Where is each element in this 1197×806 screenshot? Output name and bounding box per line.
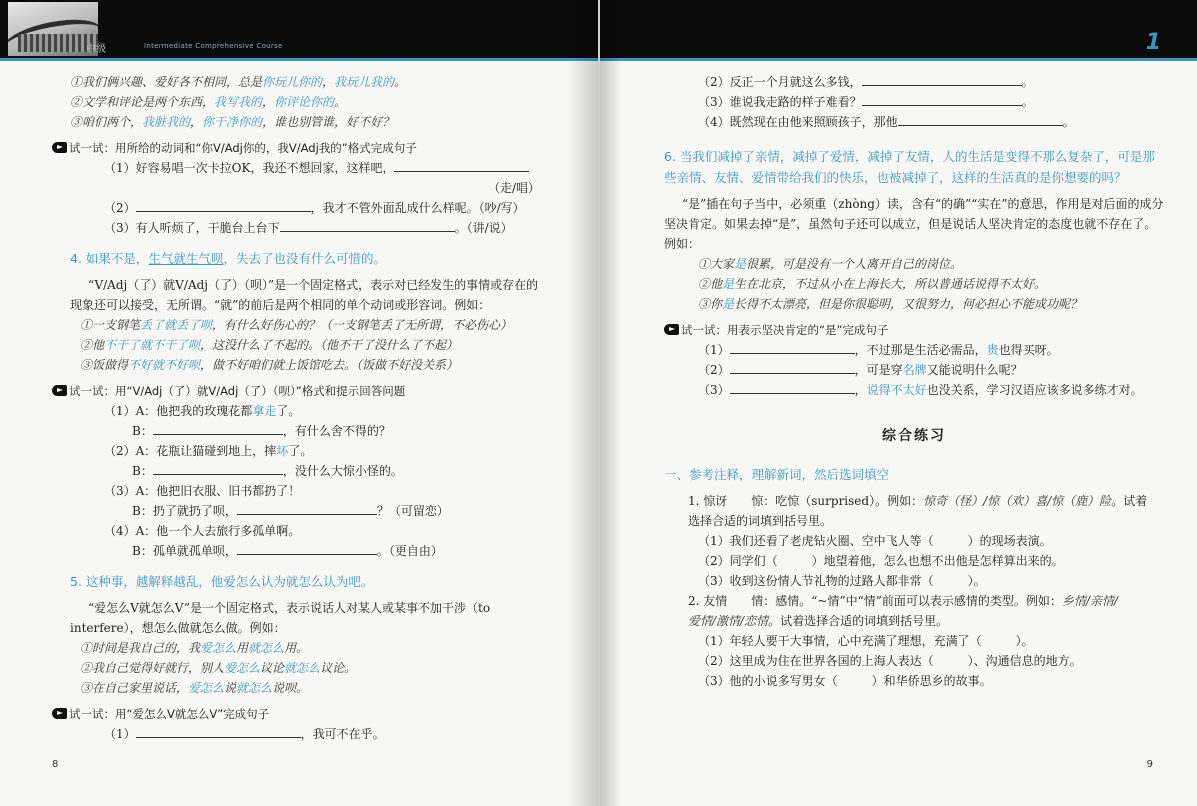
part1-title: 一、参考注释，理解新词，然后选词填空 — [664, 467, 890, 482]
answer-blank[interactable] — [153, 462, 283, 475]
exercise-item: （1）好容易唱一次卡拉OK，我还不想回家，这样吧， — [70, 158, 550, 178]
right-page — [600, 0, 1197, 806]
vocab-entry-cont: 爱情/激情/恋情。试着选择合适的词填到括号里。 — [688, 614, 949, 628]
example-line: ①一支钢笔丢了就丢了呗，有什么好伤心的？（一支钢笔丢了无所谓，不必伤心） — [80, 318, 513, 332]
dialogue-b: B：扔了就扔了呗， ？（可留恋） — [132, 504, 449, 518]
answer-blank[interactable] — [136, 725, 301, 738]
example-line: ③咱们两个，我脏我的，你干净你的，谁也别管谁，好不好？ — [70, 115, 395, 129]
vocab-entry: 2. 友情 情：感情。“~情”中“情”前面可以表示感情的类型。例如：乡情/亲情/ — [688, 594, 1118, 608]
example-line: ③饭做得不好就不好呗，做不好咱们就上饭馆吃去。（饭做不好没关系） — [80, 358, 459, 372]
try-arrow-icon — [52, 142, 67, 153]
fill-item: （1）年轻人要干大事情，心中充满了理想，充满了（ ）。 — [698, 634, 1034, 648]
dialogue-b: B： ，有什么舍不得的？ — [132, 424, 391, 438]
page-number: 8 — [52, 759, 59, 770]
exercise-item: （4）既然现在由他来照顾孩子，那他 。 — [698, 115, 1075, 129]
try-arrow-icon — [664, 324, 679, 335]
answer-blank[interactable] — [153, 422, 283, 435]
fill-item: （2）同学们（ ）地望着他，怎么也想不出他是怎样算出来的。 — [698, 554, 1064, 568]
fill-item: （2）这里成为住在世界各国的上海人表达（ ）、沟通信息的地方。 — [698, 654, 1082, 668]
answer-blank[interactable] — [898, 113, 1063, 126]
answer-blank[interactable] — [394, 159, 529, 172]
vocab-entry: 1. 惊讶 惊：吃惊（surprised）。例如：惊奇（怪）/惊（欢）喜/惊（鹿）险。试着 — [688, 494, 1148, 508]
exercise-item: （3）有人听烦了，干脆台上台下 。（讲/说） — [104, 221, 513, 235]
dialogue-a: （2）A：花瓶让猫碰到地上，摔坏了。 — [104, 444, 313, 458]
example-line: ②他不干了就不干了呗，这没什么了不起的。（他不干了没什么了不起） — [80, 338, 459, 352]
dialogue-a: （3）A：他把旧衣服、旧书都扔了！ — [104, 484, 301, 498]
try-arrow-icon — [52, 385, 67, 396]
try-prompt: 试一试：用所给的动词和“你V/Adj你的，我V/Adj我的”格式完成句子 — [52, 138, 550, 158]
section-title-5: 5. 这种事，越解释越乱，他爱怎么认为就怎么认为吧。 — [70, 574, 374, 589]
try-arrow-icon — [52, 708, 67, 719]
spine-shadow — [568, 0, 598, 806]
example-line: ③你是长得不太漂亮，但是你很聪明，又很努力，何必担心不能成功呢？ — [698, 297, 1083, 311]
example-line: ①我们俩兴趣、爱好各不相同，总是你玩儿你的，我玩儿我的。 — [70, 75, 407, 89]
exercise-hint: （走/唱） — [487, 181, 540, 195]
example-line: ②他是生在北京，不过从小在上海长大，所以普通话说得不太好。 — [698, 277, 1047, 291]
answer-blank[interactable] — [136, 199, 311, 212]
exercise-item: （2） ，我才不管外面乱成什么样呢。（吵/写） — [104, 201, 525, 215]
left-page — [0, 0, 598, 806]
explanation-paragraph: “是”插在句子当中，必须重（zhòng）读，含有“的确”“实在”的意思，作用是对后面的成分坚决肯定。如果去掉“是”，虽然句子还可以成立，但是说话人坚决肯定的态度也就不存在了。例如： — [664, 197, 1164, 251]
example-line: ①时间是我自己的，我爱怎么用就怎么用。 — [80, 641, 309, 655]
vocab-entry-cont: 选择合适的词填到括号里。 — [688, 514, 833, 528]
exercise-item: （3）谁说我走路的样子难看？ 。 — [698, 95, 1034, 109]
example-line: ③在自己家里说话，爱怎么说就怎么说呗。 — [80, 681, 309, 695]
dialogue-b: B： ，没什么大惊小怪的。 — [132, 464, 403, 478]
dialogue-b: B：孤单就孤单呗， 。（更自由） — [132, 544, 443, 558]
section-title-6: 6. 当我们减掉了亲情，减掉了爱情，减掉了友情，人的生活是变得不那么复杂了，可是那些亲情、友情、爱情带给我们的快乐，也被减掉了，这样的生活真的是你想要的吗？ — [664, 149, 1155, 185]
answer-blank[interactable] — [730, 341, 855, 354]
explanation-paragraph: “爱怎么V就怎么V”是一个固定格式，表示说话人对某人或某事不加干涉（to interfere），想怎么做就怎么做。例如： — [70, 601, 491, 635]
try-prompt: 试一试：用“爱怎么V就怎么V”完成句子 — [52, 704, 550, 724]
answer-blank[interactable] — [280, 219, 455, 232]
exercise-item: （2）反正一个月就这么多钱， 。 — [698, 75, 1034, 89]
fill-item: （1）我们还看了老虎钻火圈、空中飞人等（ ）的现场表演。 — [698, 534, 1052, 548]
answer-blank[interactable] — [237, 502, 377, 515]
left-page-content — [70, 72, 550, 744]
fill-item: （3）他的小说多写男女（ ）和华侨思乡的故事。 — [698, 674, 992, 688]
example-line: ②文学和评论是两个东西，我写我的，你评论你的。 — [70, 95, 347, 109]
fill-item: （3）收到这份情人节礼物的过路人都非常（ ）。 — [698, 574, 986, 588]
answer-blank[interactable] — [237, 542, 377, 555]
explanation-paragraph: “V/Adj（了）就V/Adj（了）（呗）”是一个固定格式，表示对已经发生的事情或存在的现象还可以接受，无所谓。“就”的前后是两个相同的单个动词或形容词。例如： — [70, 278, 539, 312]
answer-blank[interactable] — [730, 381, 855, 394]
try-prompt: 试一试：用“V/Adj（了）就V/Adj（了）（呗）”格式和提示回答问题 — [52, 381, 550, 401]
exercise-item: （2） ，可是穿名牌又能说明什么呢？ — [698, 363, 1023, 377]
answer-blank[interactable] — [730, 361, 855, 374]
exercise-item: （1） ，我可不在乎。 — [104, 727, 385, 741]
unit-number: 1 — [1145, 30, 1161, 55]
try-prompt: 试一试：用表示坚决肯定的“是”完成句子 — [664, 320, 1164, 340]
book-subtitle: Intermediate Comprehensive Course — [144, 42, 283, 50]
spine-shadow — [600, 0, 622, 806]
exercise-item: （3） ，说得不太好也没关系，学习汉语应该多说多练才对。 — [698, 383, 1143, 397]
book-logo-image — [8, 2, 98, 56]
example-line: ①大家是很累，可是没有一个人离开自己的岗位。 — [698, 257, 963, 271]
header-rule — [0, 58, 598, 61]
exercise-item: （1） ，不过那是生活必需品，贵也得买呀。 — [698, 343, 1059, 357]
answer-blank[interactable] — [862, 93, 1022, 106]
book-title-cn: 中级 — [86, 44, 106, 55]
page-number: 9 — [1146, 759, 1153, 770]
right-page-content — [664, 72, 1164, 691]
comprehensive-heading: 综合练习 — [882, 428, 946, 444]
answer-blank[interactable] — [862, 73, 1022, 86]
section-title-4: 4. 如果不是，生气就生气呗，失去了也没有什么可惜的。 — [70, 251, 386, 266]
page-header-bar — [600, 0, 1197, 60]
header-rule — [600, 58, 1197, 61]
dialogue-a: （4）A：他一个人去旅行多孤单啊。 — [104, 524, 301, 538]
example-line: ②我自己觉得好就行，别人爱怎么议论就怎么议论。 — [80, 661, 357, 675]
dialogue-a: （1）A：他把我的玫瑰花都拿走了。 — [104, 404, 301, 418]
